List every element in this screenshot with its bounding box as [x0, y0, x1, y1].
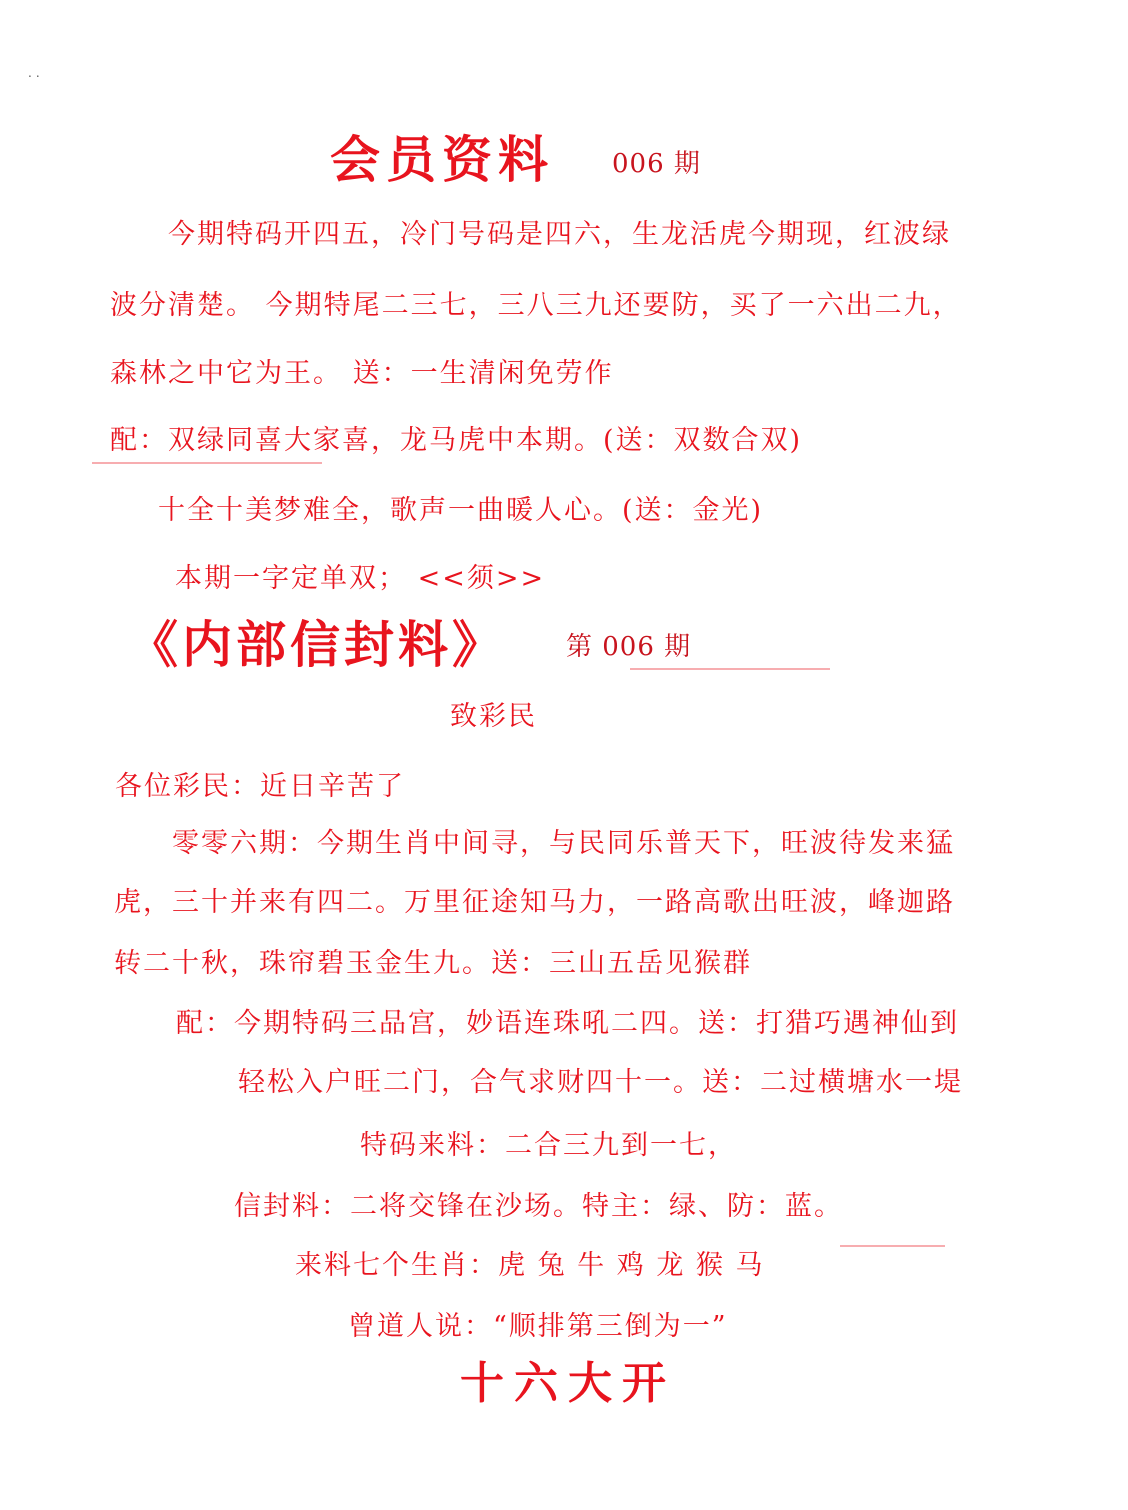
envelope-line-1: 各位彩民：近日辛苦了: [115, 771, 405, 802]
envelope-line-4: 转二十秋，珠帘碧玉金生九。送：三山五岳见猴群: [114, 948, 752, 979]
envelope-line-10: 曾道人说：“顺排第三倒为一”: [348, 1311, 728, 1342]
envelope-line-2: 零零六期：今期生肖中间寻，与民同乐普天下，旺波待发来猛: [172, 828, 955, 859]
member-line-4: 配：双绿同喜大家喜，龙马虎中本期。(送：双数合双): [110, 425, 803, 456]
corner-marks: ..: [28, 66, 44, 80]
envelope-line-7: 特码来料：二合三九到一七，: [360, 1130, 737, 1161]
scan-speck: [840, 1245, 945, 1247]
envelope-issue: 第 006 期: [566, 632, 692, 662]
member-line-3: 森林之中它为王。 送：一生清闲免劳作: [110, 358, 614, 389]
envelope-line-3: 虎，三十并来有四二。万里征途知马力，一路高歌出旺波，峰迦路: [114, 887, 955, 918]
member-issue: 006 期: [612, 149, 701, 179]
envelope-line-5: 配：今期特码三品宫，妙语连珠吼二四。送：打猎巧遇神仙到: [176, 1008, 959, 1039]
member-line-2: 波分清楚。 今期特尾二三七，三八三九还要防，买了一六出二九，: [110, 290, 962, 321]
member-line-5: 十全十美梦难全，歌声一曲暖人心。(送：金光): [158, 495, 764, 526]
envelope-title: 《内部信封料》: [128, 615, 506, 674]
envelope-line-6: 轻松入户旺二门，合气求财四十一。送：二过横塘水一堤: [238, 1067, 963, 1098]
envelope-line-9: 来料七个生肖：虎 兔 牛 鸡 龙 猴 马: [295, 1250, 765, 1281]
member-line-1: 今期特码开四五，冷门号码是四六，生龙活虎今期现，红波绿: [168, 219, 951, 250]
member-line-6: 本期一字定单双； <<须>>: [175, 563, 546, 594]
member-title: 会员资料: [330, 130, 554, 189]
envelope-subtitle: 致彩民: [450, 701, 537, 732]
scan-speck: [630, 668, 830, 670]
final-statement: 十六大开: [460, 1358, 676, 1409]
scan-speck: [92, 462, 322, 464]
envelope-line-8: 信封料：二将交锋在沙场。特主：绿、防：蓝。: [234, 1191, 843, 1222]
